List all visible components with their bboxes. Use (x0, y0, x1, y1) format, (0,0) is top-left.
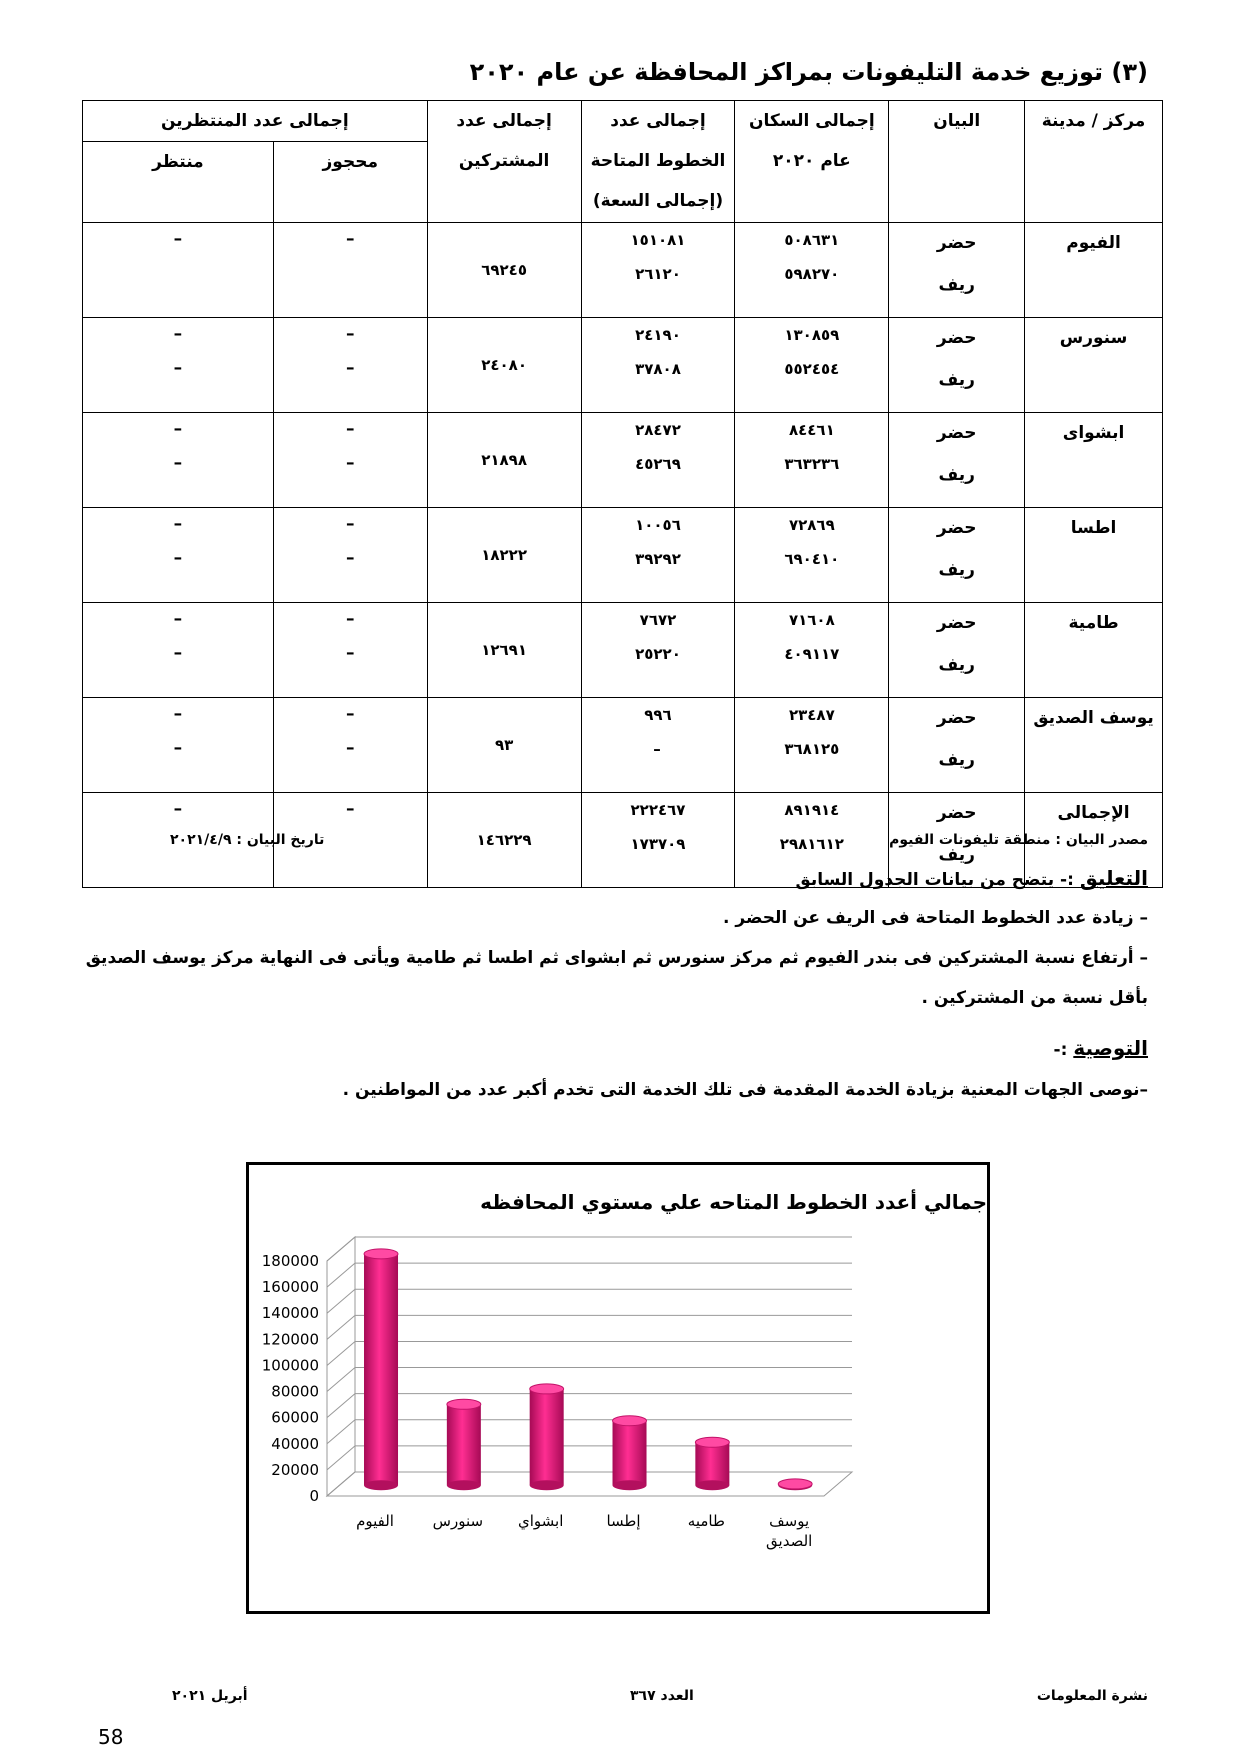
reserved-values (273, 508, 427, 603)
chart-side-wall (327, 1237, 355, 1496)
lines-values (581, 223, 735, 318)
comment-heading (796, 866, 1148, 890)
waiting-values (83, 318, 274, 413)
center-name: اطسا (1025, 508, 1163, 603)
bar-base (447, 1480, 481, 1490)
lines-value: ١٥١٠٨١ (630, 231, 686, 249)
reserved-values (273, 413, 427, 508)
chart-title: إجمالي أعدد الخطوط المتاحه علي مستوي المحافظه (480, 1190, 987, 1214)
bar-base (364, 1480, 398, 1490)
waiting-value: – (173, 548, 183, 568)
population-values (735, 318, 889, 413)
lines-values (581, 793, 735, 888)
recommendation-suffix: :- (1053, 1040, 1068, 1060)
population-value: ٢٣٤٨٧ (788, 706, 835, 724)
waiting-values (83, 413, 274, 508)
footer-issue: العدد ٣٦٧ (630, 1688, 694, 1704)
waiting-value: – (173, 799, 183, 819)
bar-base (530, 1480, 564, 1490)
footer-publication: نشرة المعلومات (1036, 1688, 1148, 1704)
reserved-value: – (346, 453, 355, 473)
reserved-value: – (346, 643, 355, 663)
population-values (735, 698, 889, 793)
reserved-values (273, 318, 427, 413)
x-tick-label: إطسا (606, 1512, 641, 1530)
lines-value: ٢٢٢٤٦٧ (630, 801, 686, 819)
recommendation-heading (1054, 1036, 1148, 1060)
population-value: ٥٠٨٦٣١ (784, 231, 840, 249)
x-tick-label: الفيوم (356, 1512, 394, 1530)
x-tick-label: ابشواي (517, 1512, 564, 1530)
population-value: ٣٦٣٢٣٦ (784, 455, 840, 473)
waiting-value: – (173, 704, 183, 724)
lines-value: ٣٧٨٠٨ (635, 360, 681, 378)
population-values (735, 223, 889, 318)
header-center: مركز / مدينة (1025, 101, 1163, 223)
population-value: ١٣٠٨٥٩ (784, 326, 840, 344)
table-row (83, 223, 1163, 318)
lines-values (581, 508, 735, 603)
reserved-value: – (346, 514, 355, 534)
header-subscribers: إجمالى عدد المشتركين (427, 101, 581, 223)
waiting-value: – (173, 609, 183, 629)
population-value: ٦٩٠٤١٠ (784, 550, 840, 568)
data-kind (889, 698, 1025, 793)
subscribers-value: ٦٩٢٤٥ (427, 223, 581, 318)
subscribers-value: ١٨٢٢٢ (427, 508, 581, 603)
waiting-value: – (173, 738, 183, 758)
waiting-value: – (173, 324, 183, 344)
waiting-value: – (173, 229, 183, 249)
data-kind (889, 318, 1025, 413)
y-tick-label: 140000 (261, 1304, 319, 1323)
population-value: ٥٥٢٤٥٤ (784, 360, 840, 378)
population-values (735, 508, 889, 603)
x-tick-label: طاميه (687, 1512, 725, 1530)
center-name: طامية (1025, 603, 1163, 698)
comment-line-2: – أرتفاع نسبة المشتركين فى بندر الفيوم ثم مركز سنورس ثم ابشواى ثم اطسا ثم طامية ويأتى فى النهاية مركز يوسف الصديق (85, 948, 1148, 968)
reserved-value: – (346, 229, 355, 249)
reserved-values (273, 603, 427, 698)
waiting-value: – (173, 358, 183, 378)
comment-line-3: بأقل نسبة من المشتركين . (921, 988, 1148, 1008)
y-tick-label: 180000 (261, 1252, 319, 1270)
center-name: يوسف الصديق (1025, 698, 1163, 793)
data-kind (889, 413, 1025, 508)
recommendation-label: التوصية (1073, 1036, 1148, 1060)
header-reserved: محجوز (273, 142, 427, 223)
subscribers-value: ١٢٦٩١ (427, 603, 581, 698)
rural-label: ريف (938, 465, 975, 485)
urban-label: حضر (936, 328, 977, 348)
rural-label: ريف (938, 275, 975, 295)
urban-label: حضر (936, 613, 977, 633)
bar (695, 1442, 729, 1485)
bar-chart (249, 1165, 987, 1611)
population-value: ٨٩١٩١٤ (784, 801, 840, 819)
bar (447, 1404, 481, 1485)
data-kind (889, 223, 1025, 318)
lines-value: ١٧٣٧٠٩ (630, 835, 686, 853)
table-row (83, 413, 1163, 508)
urban-label: حضر (936, 803, 977, 823)
bar-base (695, 1480, 729, 1490)
x-tick-label: الصديق (766, 1532, 813, 1550)
population-values (735, 413, 889, 508)
data-kind (889, 603, 1025, 698)
y-tick-label: 80000 (271, 1382, 319, 1401)
table-body (83, 223, 1163, 888)
waiting-values (83, 508, 274, 603)
urban-label: حضر (936, 708, 977, 728)
header-data: البيان (889, 101, 1025, 223)
lines-value: ٢٦١٢٠ (635, 265, 681, 283)
population-value: ٧١٦٠٨ (788, 611, 835, 629)
waiting-values (83, 603, 274, 698)
chart-floor (327, 1472, 852, 1496)
reserved-value: – (346, 799, 355, 819)
page-number: 58 (98, 1725, 124, 1749)
y-tick-label: 0 (309, 1487, 319, 1505)
lines-values (581, 603, 735, 698)
x-tick-label: سنورس (432, 1512, 484, 1530)
rural-label: ريف (938, 655, 975, 675)
bar (530, 1389, 564, 1485)
reserved-value: – (346, 704, 355, 724)
waiting-value: – (173, 643, 183, 663)
reserved-value: – (346, 738, 355, 758)
subscribers-value: ٢٤٠٨٠ (427, 318, 581, 413)
header-waiting-sub: منتظر (83, 142, 274, 223)
population-values (735, 603, 889, 698)
header-lines: إجمالى عدد الخطوط المتاحة (إجمالى السعة) (581, 101, 735, 223)
lines-value: ٢٨٤٧٢ (635, 421, 681, 439)
population-value: ٣٦٨١٢٥ (784, 740, 840, 758)
y-tick-label: 40000 (271, 1434, 319, 1453)
lines-value: ٧٦٧٢ (639, 611, 677, 629)
urban-label: حضر (936, 423, 977, 443)
reserved-value: – (346, 609, 355, 629)
lines-value: ٣٩٢٩٢ (635, 550, 681, 568)
reserved-values (273, 698, 427, 793)
recommendation-line-1: –نوصى الجهات المعنية بزيادة الخدمة المقدمة فى تلك الخدمة التى تخدم أكبر عدد من المواطنين . (342, 1080, 1148, 1100)
rural-label: ريف (938, 370, 975, 390)
rural-label: ريف (938, 560, 975, 580)
lines-value: – (653, 740, 663, 758)
waiting-values (83, 698, 274, 793)
reserved-value: – (346, 419, 355, 439)
bar-top (613, 1416, 647, 1426)
comment-label: التعليق (1079, 866, 1148, 890)
header-population: إجمالى السكان عام ٢٠٢٠ (735, 101, 889, 223)
x-tick-label: يوسف (769, 1512, 810, 1530)
reserved-value: – (346, 548, 355, 568)
bar-top (364, 1249, 398, 1259)
center-name: ابشواى (1025, 413, 1163, 508)
subscribers-value: ٢١٨٩٨ (427, 413, 581, 508)
lines-value: ٩٩٦ (644, 706, 672, 724)
table-row (83, 698, 1163, 793)
waiting-value: – (173, 514, 183, 534)
table-row (83, 318, 1163, 413)
lines-value: ٤٥٢٦٩ (635, 455, 681, 473)
population-value: ٧٢٨٦٩ (788, 516, 835, 534)
lines-values (581, 698, 735, 793)
bar (613, 1421, 647, 1485)
table-row (83, 508, 1163, 603)
lines-value: ٢٤١٩٠ (635, 326, 681, 344)
header-row-1 (83, 101, 1163, 142)
population-value: ٨٤٤٦١ (788, 421, 835, 439)
y-tick-label: 60000 (271, 1408, 319, 1427)
y-tick-label: 20000 (271, 1460, 319, 1479)
center-name: الفيوم (1025, 223, 1163, 318)
reserved-value: – (346, 324, 355, 344)
table-row (83, 603, 1163, 698)
waiting-value: – (173, 419, 183, 439)
bar-top (778, 1479, 812, 1489)
data-date: تاريخ البيان : ٢٠٢١/٤/٩ (170, 832, 325, 848)
population-value: ٥٩٨٢٧٠ (784, 265, 840, 283)
center-name: سنورس (1025, 318, 1163, 413)
rural-label: ريف (938, 750, 975, 770)
y-tick-label: 160000 (261, 1278, 319, 1297)
y-tick-label: 100000 (261, 1356, 319, 1375)
header-waiting: إجمالى عدد المنتظرين (83, 101, 428, 142)
chart-frame (246, 1162, 990, 1614)
bar-top (695, 1437, 729, 1447)
urban-label: حضر (936, 518, 977, 538)
rural-label: ريف (938, 845, 975, 865)
reserved-value: – (346, 358, 355, 378)
lines-values (581, 413, 735, 508)
comment-intro: :- يتضح من بيانات الجدول السابق (795, 870, 1074, 890)
y-tick-label: 120000 (261, 1330, 319, 1349)
page-title: (٣) توزيع خدمة التليفونات بمراكز المحافظة عن عام ٢٠٢٠ (469, 58, 1148, 86)
center-name: الإجمالى (1025, 793, 1163, 888)
waiting-values (83, 223, 274, 318)
urban-label: حضر (936, 233, 977, 253)
data-source: مصدر البيان : منطقة تليفونات الفيوم (889, 832, 1148, 848)
telephone-distribution-table (82, 100, 1163, 888)
footer-date: أبريل ٢٠٢١ (172, 1688, 248, 1704)
comment-line-1: – زيادة عدد الخطوط المتاحة فى الريف عن الحضر . (723, 908, 1148, 928)
population-value: ٢٩٨١٦١٢ (779, 835, 844, 853)
data-kind (889, 508, 1025, 603)
lines-value: ٢٥٢٢٠ (635, 645, 681, 663)
population-value: ٤٠٩١١٧ (784, 645, 840, 663)
bar-top (447, 1399, 481, 1409)
bar (364, 1254, 398, 1485)
bar-base (613, 1480, 647, 1490)
waiting-value: – (173, 453, 183, 473)
lines-value: ١٠٠٥٦ (635, 516, 681, 534)
lines-values (581, 318, 735, 413)
subscribers-value: ١٤٦٢٢٩ (427, 793, 581, 888)
reserved-values (273, 223, 427, 318)
bar-top (530, 1384, 564, 1394)
subscribers-value: ٩٣ (427, 698, 581, 793)
